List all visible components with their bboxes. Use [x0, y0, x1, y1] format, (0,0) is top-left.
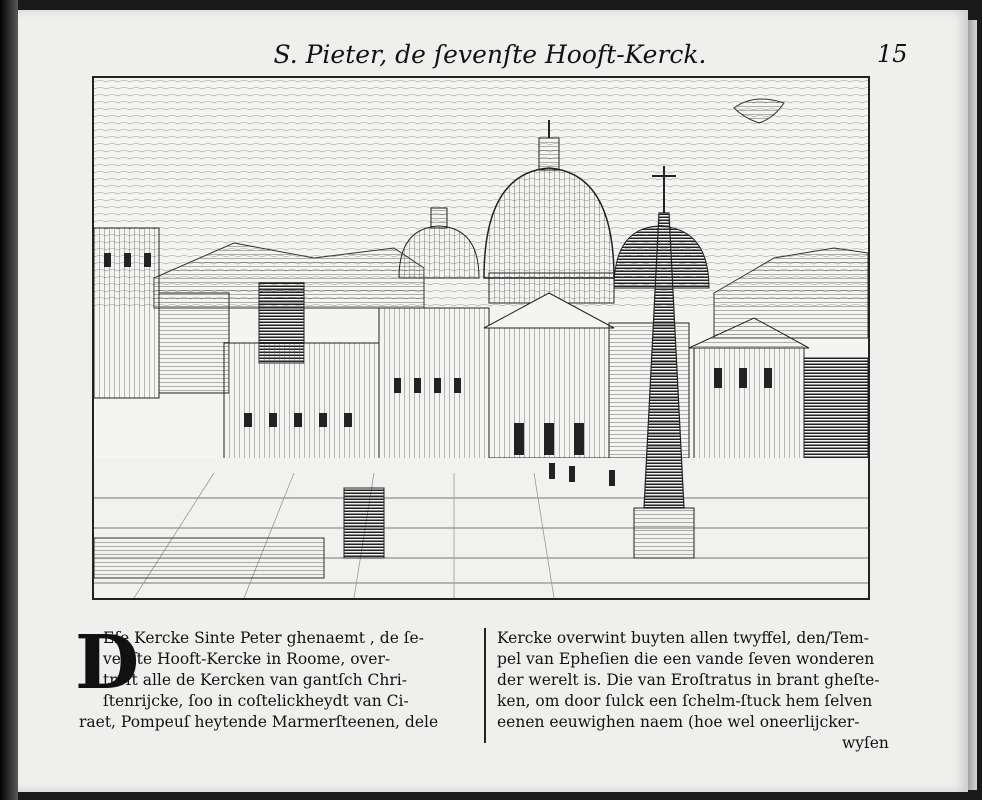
steps: [94, 538, 324, 578]
text-line: venſte Hooft-Kercke in Roome, over-: [103, 650, 391, 668]
text-line: Eſe Kercke Sinte Peter ghenaemt , de ſe-: [103, 629, 424, 647]
text-line: Kercke overwint buyten allen twyffel, den/Tem-: [497, 629, 869, 647]
left-text-column: [79, 628, 473, 733]
drop-cap: D: [75, 620, 140, 706]
catchword: wyſen: [842, 734, 889, 752]
text-line: der werelt is. Die van Eroſtratus in brant gheſte-: [497, 671, 880, 689]
st-peter-engraving: [94, 78, 868, 598]
page-title: S. Pieter, de ſevenſte Hooft-Kerck.: [273, 40, 707, 69]
text-line: ken, om door ſulck een ſchelm-ſtuck hem ſelven: [497, 692, 873, 710]
right-text-column: [497, 628, 907, 733]
engraving-plate: [92, 76, 870, 600]
text-line: treft alle de Kercken van gantſch Chri-: [103, 671, 407, 689]
text-line: pel van Epheſien die een vande ſeven wonderen: [497, 650, 875, 668]
book-gutter: [0, 0, 18, 800]
text-line: raet, Pompeuſ heytende Marmerſteenen, dele: [79, 713, 439, 731]
palace-facade: [224, 343, 379, 473]
column-divider: [484, 628, 486, 743]
text-line: ſtenrijcke, ſoo in coſtelickheydt van Ci-: [103, 692, 409, 710]
page-number: 15: [877, 40, 908, 68]
text-line: eenen eeuwighen naem (hoe wel oneerlijcker-: [497, 713, 860, 731]
